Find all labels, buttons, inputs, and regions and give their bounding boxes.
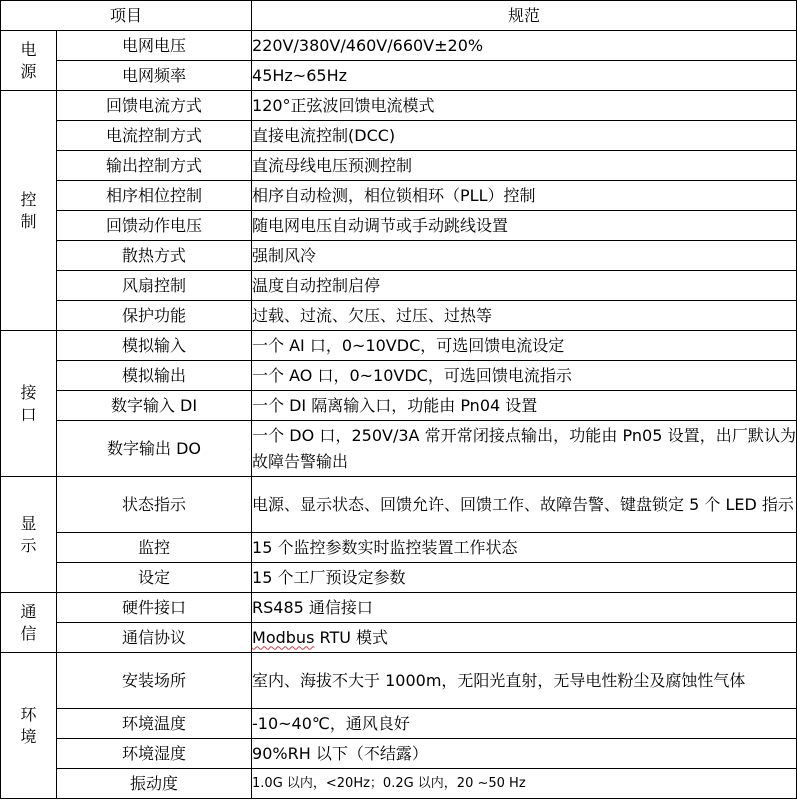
item-label: 状态指示 [57, 477, 252, 533]
table-row [1, 563, 797, 593]
table-row [1, 61, 797, 91]
item-value: 随电网电压自动调节或手动跳线设置 [252, 211, 797, 241]
item-label: 硬件接口 [57, 593, 252, 623]
item-label: 振动度 [57, 769, 252, 799]
table-row [1, 653, 797, 709]
item-label: 数字输出 DO [57, 421, 252, 477]
table-row [1, 241, 797, 271]
table-row [1, 211, 797, 241]
item-value: 强制风冷 [252, 241, 797, 271]
table-row [1, 181, 797, 211]
item-value: 15 个工厂预设定参数 [252, 563, 797, 593]
item-label: 通信协议 [57, 623, 252, 653]
item-value: 过载、过流、欠压、过压、过热等 [252, 301, 797, 331]
item-label: 模拟输出 [57, 361, 252, 391]
category-display: 显 示 [1, 477, 57, 593]
header-item: 项目 [1, 1, 252, 31]
item-label: 设定 [57, 563, 252, 593]
table-row [1, 391, 797, 421]
item-label: 回馈动作电压 [57, 211, 252, 241]
item-value: 一个 AI 口，0~10VDC，可选回馈电流设定 [252, 331, 797, 361]
item-value: 1.0G 以内，<20Hz；0.2G 以内，20 ~50 Hz [252, 769, 797, 799]
category-communication: 通 信 [1, 593, 57, 653]
item-value [252, 623, 797, 653]
header-spec: 规范 [252, 1, 797, 31]
item-value: 一个 DI 隔离输入口，功能由 Pn04 设置 [252, 391, 797, 421]
item-value: 直流母线电压预测控制 [252, 151, 797, 181]
item-value: 相序自动检测，相位锁相环（PLL）控制 [252, 181, 797, 211]
item-value: 室内、海拔不大于 1000m，无阳光直射，无导电性粉尘及腐蚀性气体 [252, 653, 797, 709]
item-label: 电网频率 [57, 61, 252, 91]
table-row [1, 331, 797, 361]
table-row [1, 421, 797, 477]
item-label: 环境温度 [57, 709, 252, 739]
category-power: 电 源 [1, 31, 57, 91]
table-row [1, 623, 797, 653]
table-row [1, 151, 797, 181]
item-label: 回馈电流方式 [57, 91, 252, 121]
table-row [1, 271, 797, 301]
item-value: 90%RH 以下（不结露） [252, 739, 797, 769]
table-row [1, 477, 797, 533]
item-value: 220V/380V/460V/660V±20% [252, 31, 797, 61]
item-label: 相序相位控制 [57, 181, 252, 211]
table-row [1, 709, 797, 739]
item-value: 温度自动控制启停 [252, 271, 797, 301]
table-row [1, 361, 797, 391]
item-value: 15 个监控参数实时监控装置工作状态 [252, 533, 797, 563]
item-value: 一个 DO 口，250V/3A 常开常闭接点输出，功能由 Pn05 设置，出厂默认为故障告警输出 [252, 421, 797, 477]
item-label: 电流控制方式 [57, 121, 252, 151]
category-environment: 环 境 [1, 653, 57, 799]
item-value: 电源、显示状态、回馈允许、回馈工作、故障告警、键盘锁定 5 个 LED 指示 [252, 477, 797, 533]
item-value: 一个 AO 口，0~10VDC，可选回馈电流指示 [252, 361, 797, 391]
item-label: 保护功能 [57, 301, 252, 331]
table-row [1, 739, 797, 769]
table-row [1, 301, 797, 331]
item-label: 数字输入 DI [57, 391, 252, 421]
category-control: 控 制 [1, 91, 57, 331]
item-label: 散热方式 [57, 241, 252, 271]
item-value: RS485 通信接口 [252, 593, 797, 623]
item-label: 风扇控制 [57, 271, 252, 301]
table-row [1, 533, 797, 563]
table-row [1, 121, 797, 151]
item-value: 120°正弦波回馈电流模式 [252, 91, 797, 121]
item-label: 模拟输入 [57, 331, 252, 361]
item-label: 监控 [57, 533, 252, 563]
item-label: 安装场所 [57, 653, 252, 709]
table-row [1, 769, 797, 799]
item-value: 直接电流控制(DCC) [252, 121, 797, 151]
item-label: 环境湿度 [57, 739, 252, 769]
item-label: 输出控制方式 [57, 151, 252, 181]
item-label: 电网电压 [57, 31, 252, 61]
table-row [1, 593, 797, 623]
spellcheck-underlined-text: Modbus [252, 627, 315, 647]
item-value: 45Hz~65Hz [252, 61, 797, 91]
item-value-rest: RTU 模式 [314, 627, 389, 647]
table-row [1, 91, 797, 121]
table-row [1, 31, 797, 61]
category-interface: 接 口 [1, 331, 57, 477]
header-row [1, 1, 797, 31]
item-value: -10~40℃，通风良好 [252, 709, 797, 739]
